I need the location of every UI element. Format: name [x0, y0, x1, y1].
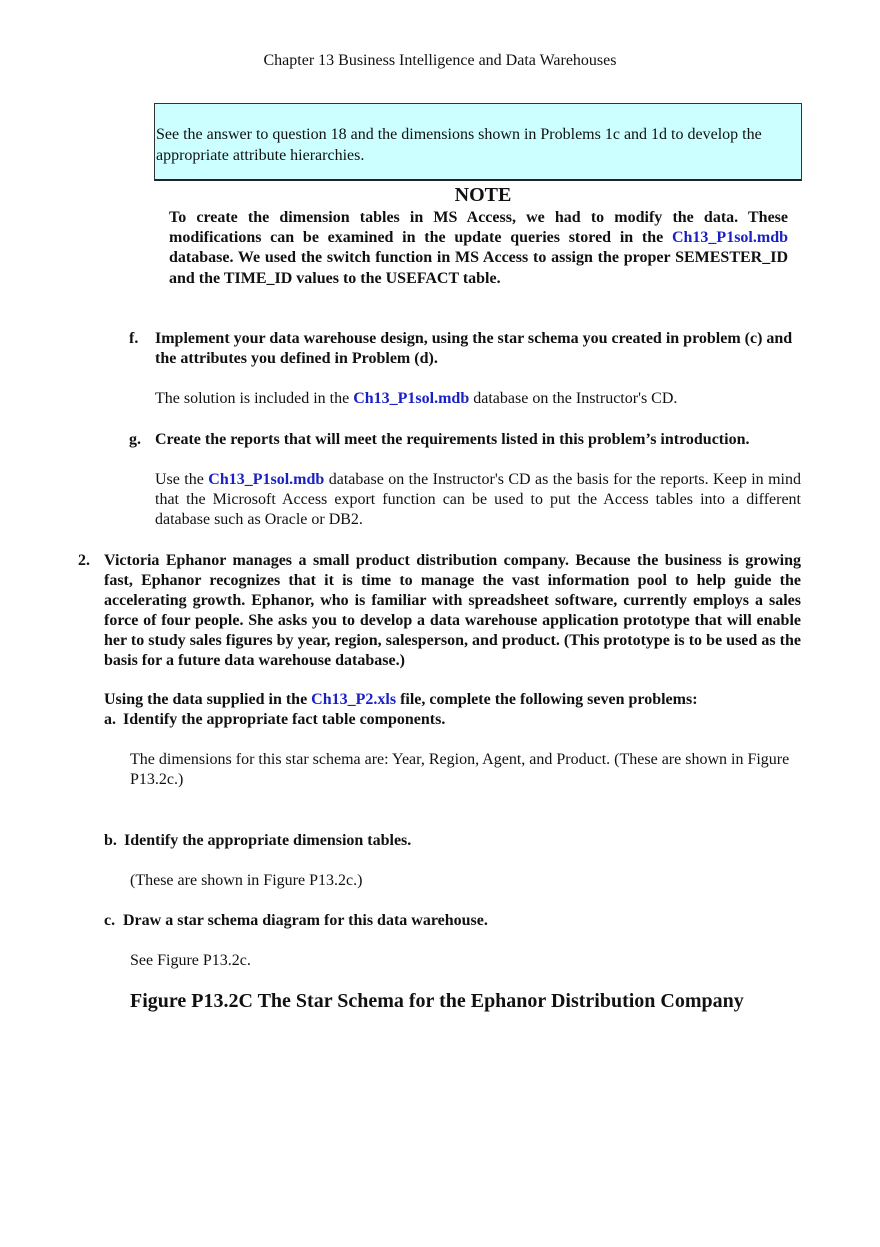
note-title: NOTE — [454, 184, 512, 206]
item-g-answer — [155, 470, 801, 530]
item-g-answer-before: Use the — [155, 471, 209, 488]
item-f-answer-after: database on the Instructor's CD. — [469, 390, 678, 407]
note-text-after: database. We used the switch function in MS Access to assign the proper SEMESTER_ID and the TIME_ID values to the USEFACT table. — [169, 249, 788, 287]
problem-2-file-link: Ch13_P2.xls — [311, 691, 397, 708]
problem-2-text: Victoria Ephanor manages a small product distribution company. Because the business is growing fast, Ephanor recognizes that it is time to manage the vast information pool to help guide the accelerating growth. Ephanor, who is familiar with spreadsheet software, currently employs a sales force of four people. She asks you to develop a data warehouse application prototype that will enable her to study sales figures by year, region, salesperson, and product. (This prototype is to be used as the basis for a future data warehouse database.) — [104, 552, 801, 669]
item-c-answer: See Figure P13.2c. — [130, 952, 251, 969]
item-b-question: Identify the appropriate dimension tables. — [124, 832, 412, 849]
item-g-question: Create the reports that will meet the requirements listed in this problem’s introduction. — [155, 431, 750, 448]
page-header: Chapter 13 Business Intelligence and Data Warehouses — [263, 52, 617, 69]
item-c-question: Draw a star schema diagram for this data warehouse. — [123, 912, 488, 929]
item-a-answer: The dimensions for this star schema are: Year, Region, Agent, and Product. (These are shown in Figure P13.2c.) — [130, 751, 790, 788]
answer-box-text: See the answer to question 18 and the dimensions shown in Problems 1c and 1d to develop the appropriate attribute hierarchies. — [156, 126, 762, 164]
answer-box — [154, 103, 802, 181]
item-f-answer-before: The solution is included in the — [155, 390, 354, 407]
figure-caption: Figure P13.2C The Star Schema for the Ephanor Distribution Company — [130, 990, 744, 1012]
item-f-db-link: Ch13_P1sol.mdb — [353, 390, 470, 407]
item-g-answer-after: database on the Instructor's CD as the basis for the reports. Keep in mind that the Microsoft Access export function can be used to put the Access tables into a different database such as Oracle or DB2. — [155, 471, 801, 528]
item-g-label: g. — [129, 431, 141, 448]
item-a-label: a. — [104, 711, 116, 728]
item-b-answer: (These are shown in Figure P13.2c.) — [130, 872, 363, 889]
item-a-question: Identify the appropriate fact table components. — [123, 711, 446, 728]
item-f-answer — [155, 389, 801, 409]
problem-2-intro — [104, 690, 801, 710]
note-body — [169, 208, 788, 289]
item-b-label: b. — [104, 832, 117, 849]
item-c-label: c. — [104, 912, 116, 929]
note-db-link: Ch13_P1sol.mdb — [671, 229, 788, 247]
problem-2-intro-before: Using the data supplied in the — [104, 691, 312, 708]
problem-2-intro-after: file, complete the following seven problems: — [396, 691, 698, 708]
item-g-db-link: Ch13_P1sol.mdb — [208, 471, 325, 488]
item-f-question: Implement your data warehouse design, using the star schema you created in problem (c) and the attributes you defined in Problem (d). — [155, 330, 793, 367]
problem-2-label: 2. — [78, 552, 90, 569]
note-text-before: To create the dimension tables in MS Access, we had to modify the data. These modifications can be examined in the update queries stored in the — [169, 209, 788, 247]
item-f-label: f. — [129, 330, 139, 347]
